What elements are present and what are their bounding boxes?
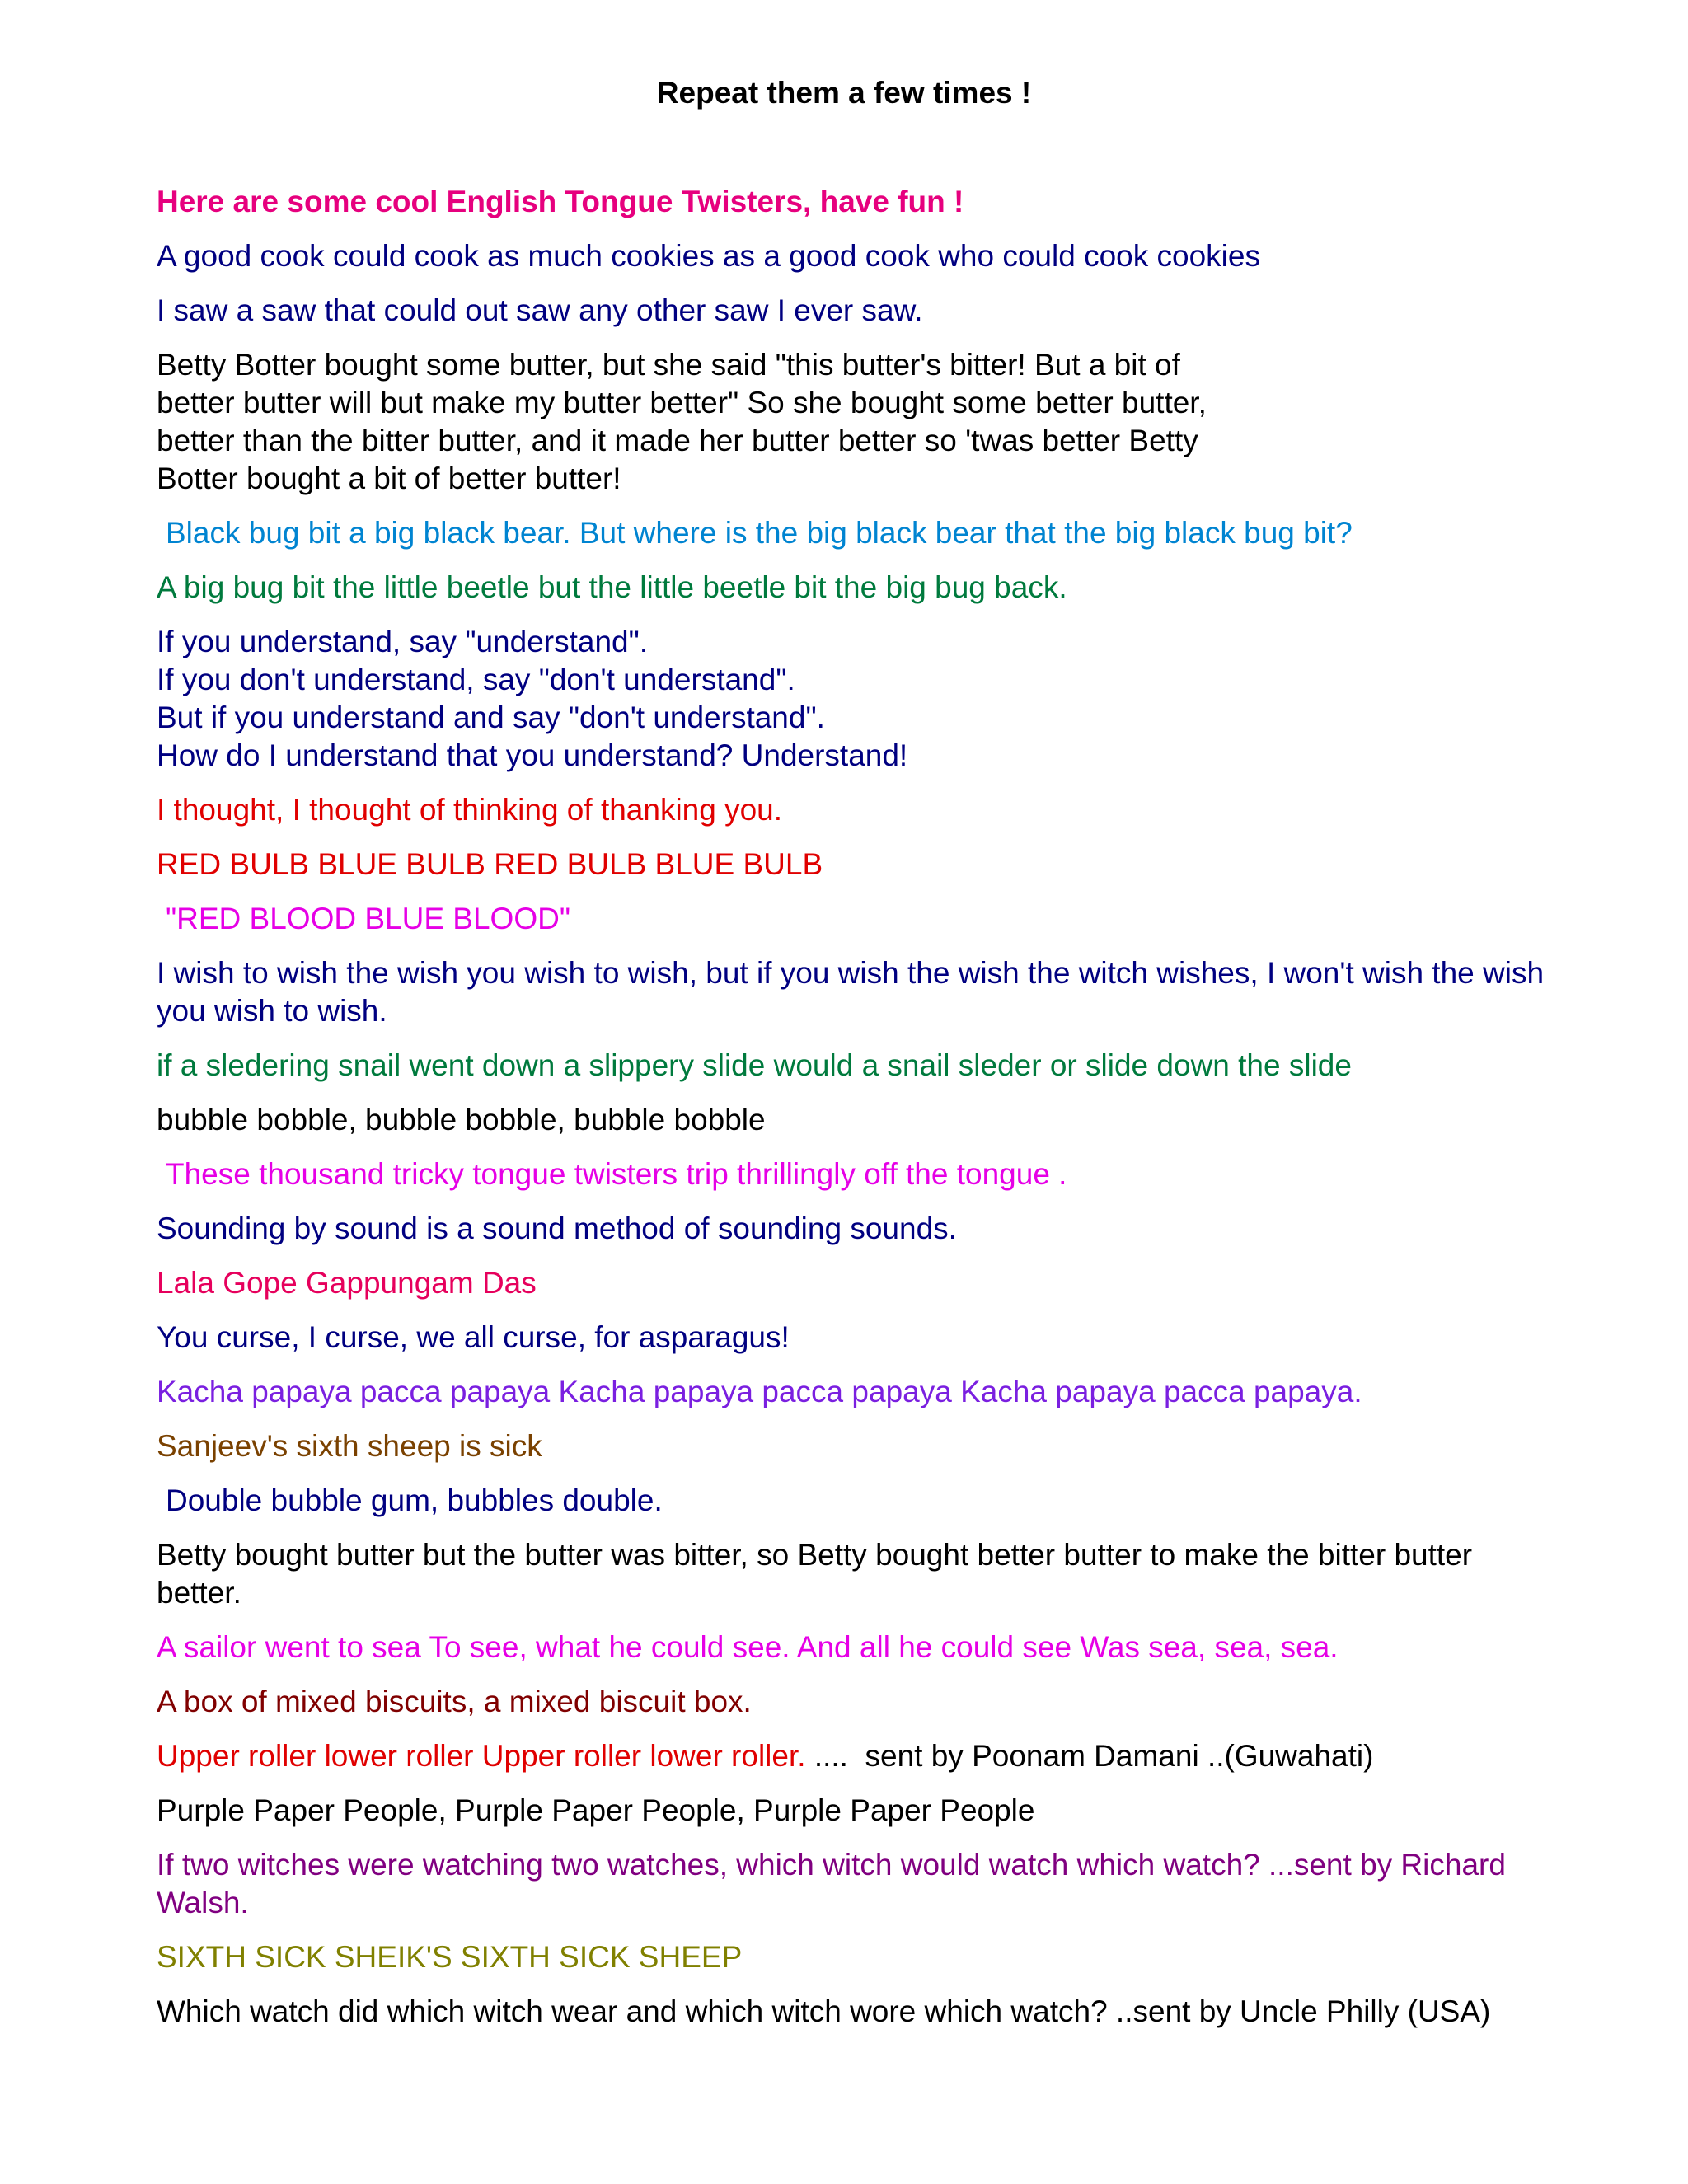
twister-roller bbox=[157, 1737, 1558, 1775]
twister-betty-bought: Betty bought butter but the butter was bitter, so Betty bought better butter to make the bitter butter better. bbox=[157, 1538, 1481, 1610]
twister-double-bubble: Double bubble gum, bubbles double. bbox=[166, 1483, 663, 1517]
twister-red-bulb: RED BULB BLUE BULB RED BULB BLUE BULB bbox=[157, 847, 823, 881]
tongue-twister-list bbox=[157, 183, 1558, 2047]
twister-thousand-tricky: These thousand tricky tongue twisters trip thrillingly off the tongue . bbox=[166, 1157, 1067, 1191]
twister-big-bug: A big bug bit the little beetle but the little beetle bit the big bug back. bbox=[157, 570, 1067, 604]
twister-thought: I thought, I thought of thinking of thanking you. bbox=[157, 793, 783, 827]
twister-curse: You curse, I curse, we all curse, for asparagus! bbox=[157, 1320, 790, 1354]
twister-saw: I saw a saw that could out saw any other saw I ever saw. bbox=[157, 293, 923, 327]
twister-sixth-sick-sheik: SIXTH SICK SHEIK'S SIXTH SICK SHEEP bbox=[157, 1940, 743, 1974]
twister-sixth-sheep: Sanjeev's sixth sheep is sick bbox=[157, 1429, 542, 1463]
twister-biscuits: A box of mixed biscuits, a mixed biscuit box. bbox=[157, 1685, 752, 1718]
twister-which-watch: Which watch did which witch wear and which witch wore which watch? ..sent by Uncle Philly (USA) bbox=[157, 1994, 1491, 2028]
twister-good-cook: A good cook could cook as much cookies as a good cook who could cook cookies bbox=[157, 239, 1260, 273]
twister-betty-botter: Betty Botter bought some butter, but she said "this butter's bitter! But a bit of better butter will but make my butter better" So she bought some better butter, better than the bitter butter, and it made her butter better so 'twas better Betty Botter bought a bit of better butter! bbox=[157, 348, 1216, 495]
twister-wish: I wish to wish the wish you wish to wish, but if you wish the wish the witch wishes, I won't wish the wish you wish to wish. bbox=[157, 956, 1553, 1028]
twister-two-witches: If two witches were watching two watches, which witch would watch which watch? ...sent by Richard Walsh. bbox=[157, 1848, 1515, 1919]
roller-text: Upper roller lower roller Upper roller lower roller. bbox=[157, 1739, 806, 1773]
twister-bubble-bobble: bubble bobble, bubble bobble, bubble bobble bbox=[157, 1103, 766, 1137]
twister-sailor: A sailor went to sea To see, what he could see. And all he could see Was sea, sea, sea. bbox=[157, 1630, 1339, 1664]
page-heading: Repeat them a few times ! bbox=[656, 76, 1032, 110]
twister-black-bug: Black bug bit a big black bear. But where is the big black bear that the big black bug bit? bbox=[166, 516, 1353, 550]
twister-lala-gope: Lala Gope Gappungam Das bbox=[157, 1266, 537, 1300]
twister-understand: If you understand, say "understand". If you don't understand, say "don't understand". But if you understand and say "don't understand". How do I understand that you understand? Understand! bbox=[157, 625, 908, 772]
intro-line: Here are some cool English Tongue Twisters, have fun ! bbox=[157, 185, 964, 218]
roller-credit: .... sent by Poonam Damani ..(Guwahati) bbox=[805, 1739, 1374, 1773]
twister-red-blood: "RED BLOOD BLUE BLOOD" bbox=[166, 902, 570, 935]
twister-papaya: Kacha papaya pacca papaya Kacha papaya pacca papaya Kacha papaya pacca papaya. bbox=[157, 1375, 1362, 1408]
twister-snail: if a sledering snail went down a slippery slide would a snail sleder or slide down the slide bbox=[157, 1048, 1352, 1082]
twister-purple-paper: Purple Paper People, Purple Paper People, Purple Paper People bbox=[157, 1793, 1035, 1827]
twister-sounding: Sounding by sound is a sound method of sounding sounds. bbox=[157, 1212, 957, 1245]
